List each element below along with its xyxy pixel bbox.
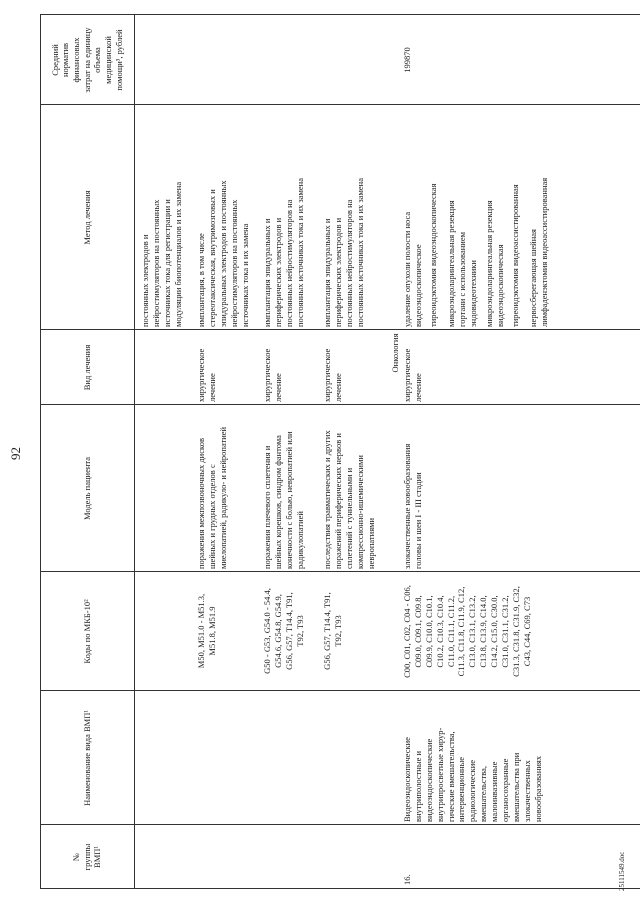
row16-method-3: микроэндоларингеальная резекция гортани с использованием эндовидеотехники: [446, 200, 478, 327]
header-treatment-type: Вид лечения: [81, 344, 92, 391]
row16-method-6: нервосберегающая шейная лимфаденэктомия видеоассистированная: [528, 177, 549, 327]
row-g50-type: хирургическое лечение: [262, 348, 283, 402]
row16-codes: C00, C01, C02, C04 - C06, C09.0, C09.1, C09.8, C09.9, C10.0, C10.1, C10.2, C10.3, C10.4, C11.0, C11.1, C11.2, C11.3, C11.8, C11.9, C12, C13.0, C13.1, C13.2, C13.8, C13.9, C14.0, C14.2, C15.0, C30.0, C31.0, C31.1, C31.2, C31.3, C31.8, C31.9, C32, C43, C44, C69, C73: [402, 585, 532, 678]
row-g50-method: имплантация эпидуральных и периферических электродов и постоянных нейростимуляторов на постоянных источниках тока и их замена: [262, 178, 305, 327]
row-m50-model: поражения межпозвоночных дисков шейных и грудных отделов с миелопатией, радикуло- и нейропатией: [196, 426, 228, 569]
row16-method-2: тиреоидэктомия видеоэндоскопическая: [428, 183, 438, 327]
header-patient-model: Модель пациента: [81, 456, 92, 521]
row16-number: 16.: [402, 874, 412, 885]
page-number: 92: [8, 447, 23, 460]
row-g56-method: имплантация эпидуральных и периферических электродов и постоянных нейростимуляторов на постоянных источниках тока и их замена: [322, 178, 365, 327]
row16-vmp-name: Видеоэндоскопические внутриполостные и видеоэндоскопические внутрипросветные хирур- гические вмешательства, интервенционные радиологические вмешательства, малоинвазивные органосохранные вмешательства при злокачественных новообразованиях: [402, 727, 543, 822]
row-m50-codes: M50, M51.0 - M51.3, M51.8, M51.9: [196, 593, 217, 669]
row16-type: хирургическое лечение: [402, 348, 423, 402]
method-continuation: постоянных электродов и нейростимуляторов на постоянных источниках тока для регистрации и модуляции биопотенциалов и их замена: [140, 181, 183, 327]
header-icd-codes: Коды по МКБ-10²: [81, 599, 92, 664]
row-g56-model: последствия травматических и других поражений периферических нервов и сплетений с туннельными и компрессионно-ишемическими невропатиями: [322, 430, 376, 569]
row16-method-5: тиреоидэктомия видеоассистированная: [510, 184, 520, 327]
header-bottom-border: [134, 15, 135, 889]
header-treatment-method: Метод лечения: [81, 190, 92, 245]
section-oncology: Онкология: [390, 333, 400, 373]
row-m50-method: имплантация, в том числе стереотаксическая, внутримозговых и эпидуральных электродов и постоянных нейростимуляторов на постоянных источниках тока и их замена: [196, 180, 250, 327]
header-group-no: № группы ВМП¹: [71, 843, 103, 871]
row16-cost: 199870: [402, 47, 412, 73]
footer-doc-id: 25111549.doc: [618, 851, 626, 891]
row-g50-model: поражения плечевого сплетения и шейных корешков, синдром фантома конечности с болью, невропатией или радикулопатией: [262, 431, 305, 569]
row-g56-codes: G56, G57, T14.4, T91, T92, T93: [322, 592, 343, 670]
header-avg-cost: Средний норматив финансовых затрат на единицу объема медицинской помощи³, рублей: [49, 27, 124, 93]
row16-method-1: удаление опухоли полости носа видеоэндоскопическое: [402, 211, 423, 327]
row-g50-codes: G50 - G53, G54.0 - 54.4, G54.6, G54.8, G54.9, G56, G57, T14.4, T91, T92, T93: [262, 588, 305, 674]
row-m50-type: хирургическое лечение: [196, 348, 217, 402]
row16-method-4: микроэндоларингеальная резекция видеоэндоскопическая: [484, 200, 505, 327]
header-vmp-name: Наименование вида ВМП¹: [81, 710, 92, 806]
row-g56-type: хирургическое лечение: [322, 348, 343, 402]
row16-model: злокачественные новообразования головы и шеи I - III стадии: [402, 443, 423, 569]
